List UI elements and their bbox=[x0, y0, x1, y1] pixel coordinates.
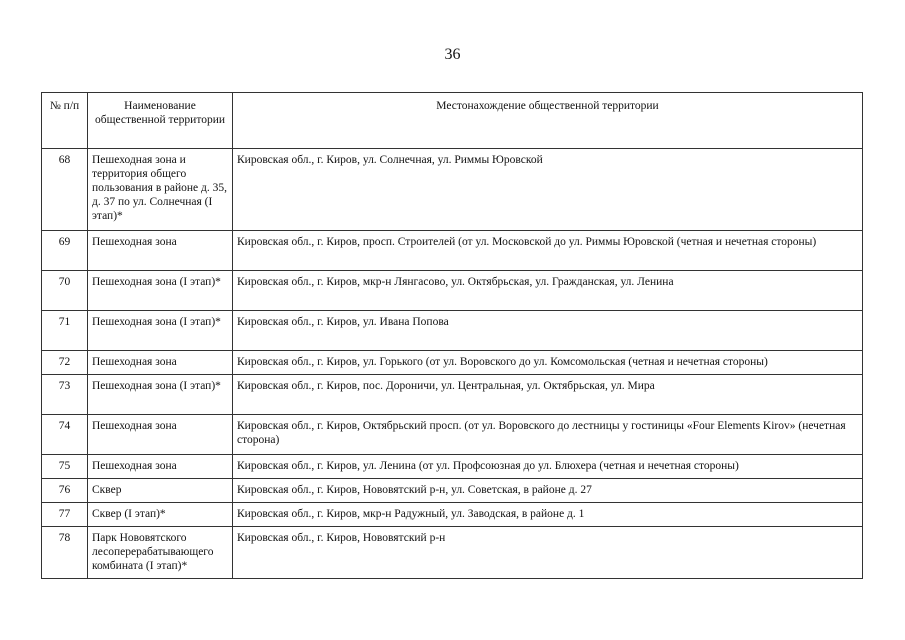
row-name: Пешеходная зона (I этап)* bbox=[88, 271, 233, 311]
row-num: 70 bbox=[42, 271, 88, 311]
row-name: Пешеходная зона (I этап)* bbox=[88, 375, 233, 415]
row-num: 74 bbox=[42, 415, 88, 455]
row-num: 78 bbox=[42, 527, 88, 579]
row-name: Сквер (I этап)* bbox=[88, 503, 233, 527]
row-name: Пешеходная зона bbox=[88, 415, 233, 455]
table-row bbox=[42, 231, 863, 271]
header-num: № п/п bbox=[42, 93, 88, 149]
header-name: Наименование общественной территории bbox=[88, 93, 233, 149]
row-num: 68 bbox=[42, 149, 88, 231]
header-location: Местонахождение общественной территории bbox=[233, 93, 863, 149]
row-num: 73 bbox=[42, 375, 88, 415]
table-row bbox=[42, 415, 863, 455]
table-row bbox=[42, 375, 863, 415]
page-number: 36 bbox=[444, 46, 461, 63]
row-name: Пешеходная зона bbox=[88, 351, 233, 375]
table-header-row bbox=[42, 93, 863, 149]
row-location: Кировская обл., г. Киров, Нововятский р-н, ул. Советская, в районе д. 27 bbox=[233, 479, 863, 503]
row-name: Парк Нововятского лесоперерабатывающего комбината (I этап)* bbox=[88, 527, 233, 579]
row-num: 77 bbox=[42, 503, 88, 527]
row-num: 71 bbox=[42, 311, 88, 351]
row-location: Кировская обл., г. Киров, ул. Ленина (от ул. Профсоюзная до ул. Блюхера (четная и нечетная стороны) bbox=[233, 455, 863, 479]
row-name: Пешеходная зона bbox=[88, 455, 233, 479]
row-location: Кировская обл., г. Киров, просп. Строителей (от ул. Московской до ул. Риммы Юровской (четная и нечетная стороны) bbox=[233, 231, 863, 271]
table-row bbox=[42, 479, 863, 503]
row-location: Кировская обл., г. Киров, Нововятский р-н bbox=[233, 527, 863, 579]
row-location: Кировская обл., г. Киров, ул. Солнечная, ул. Риммы Юровской bbox=[233, 149, 863, 231]
row-name: Сквер bbox=[88, 479, 233, 503]
row-name: Пешеходная зона bbox=[88, 231, 233, 271]
row-name: Пешеходная зона и территория общего пользования в районе д. 35, д. 37 по ул. Солнечная (I этап)* bbox=[88, 149, 233, 231]
row-location: Кировская обл., г. Киров, мкр-н Радужный, ул. Заводская, в районе д. 1 bbox=[233, 503, 863, 527]
row-location: Кировская обл., г. Киров, пос. Дороничи, ул. Центральная, ул. Октябрьская, ул. Мира bbox=[233, 375, 863, 415]
row-location: Кировская обл., г. Киров, ул. Ивана Попова bbox=[233, 311, 863, 351]
row-name: Пешеходная зона (I этап)* bbox=[88, 311, 233, 351]
table-row bbox=[42, 503, 863, 527]
row-location: Кировская обл., г. Киров, Октябрьский просп. (от ул. Воровского до лестницы у гостиницы «Four Elements Kirov» (нечетная сторона) bbox=[233, 415, 863, 455]
table-row bbox=[42, 527, 863, 579]
row-num: 76 bbox=[42, 479, 88, 503]
table-row bbox=[42, 455, 863, 479]
table-row bbox=[42, 311, 863, 351]
territories-table bbox=[41, 92, 863, 579]
table-row bbox=[42, 149, 863, 231]
row-num: 72 bbox=[42, 351, 88, 375]
row-num: 69 bbox=[42, 231, 88, 271]
table-row bbox=[42, 271, 863, 311]
table-row bbox=[42, 351, 863, 375]
row-location: Кировская обл., г. Киров, мкр-н Лянгасово, ул. Октябрьская, ул. Гражданская, ул. Ленина bbox=[233, 271, 863, 311]
row-location: Кировская обл., г. Киров, ул. Горького (от ул. Воровского до ул. Комсомольская (четная и нечетная стороны) bbox=[233, 351, 863, 375]
row-num: 75 bbox=[42, 455, 88, 479]
